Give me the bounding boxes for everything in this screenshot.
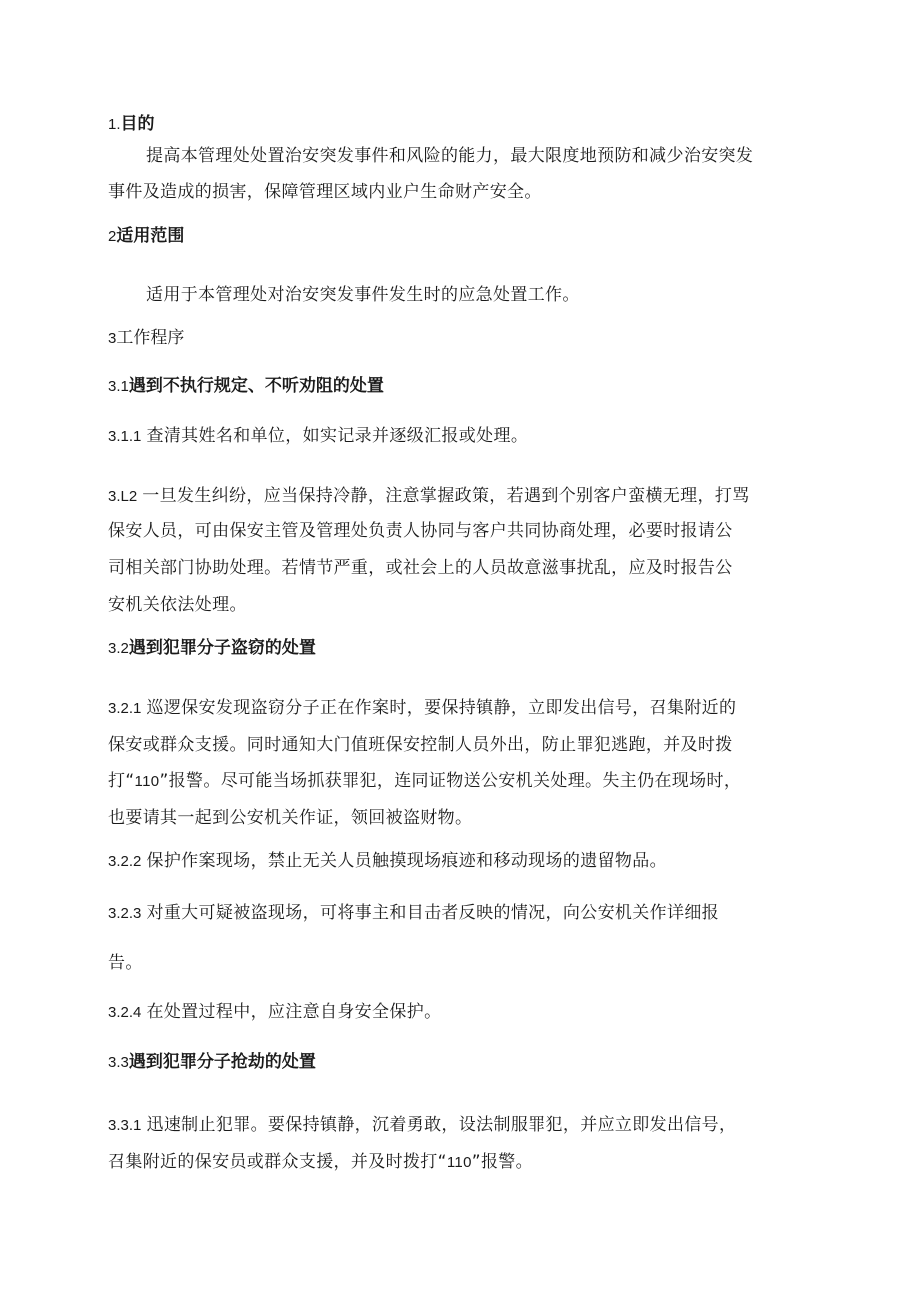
text-segment: ”报警。尽可能当场抓获罪犯，连同证物送公安机关处理。失主仍在现场时，	[159, 771, 742, 791]
clause-3-1-2	[108, 488, 750, 505]
clause-text: 对重大可疑被盗现场，可将事主和目击者反映的情况，向公安机关作详细报	[146, 903, 720, 923]
section-1-heading	[108, 116, 155, 133]
section-3-heading	[108, 330, 184, 347]
section-title: 适用范围	[116, 226, 185, 246]
section-title: 遇到不执行规定、不听劝阻的处置	[128, 376, 384, 396]
paragraph-line: 告。	[108, 953, 143, 973]
clause-text: 一旦发生纠纷，应当保持冷静，注意掌握政策，若遇到个别客户蛮横无理，打骂	[142, 486, 750, 506]
clause-number: 3.2.3	[108, 905, 142, 922]
section-number: 1.	[108, 116, 121, 133]
clause-number: 3.2.2	[108, 853, 142, 870]
section-3-1-heading	[108, 378, 384, 395]
section-title: 工作程序	[116, 328, 185, 348]
clause-3-2-1	[108, 700, 736, 717]
clause-text: 保护作案现场，禁止无关人员触摸现场痕迹和移动现场的遗留物品。	[146, 851, 667, 871]
clause-3-1-1	[108, 428, 528, 445]
paragraph-line: 司相关部门协助处理。若情节严重，或社会上的人员故意滋事扰乱，应及时报告公	[108, 558, 733, 578]
clause-3-2-3	[108, 905, 719, 922]
section-number: 3.1	[108, 378, 129, 395]
clause-number: 3.L2	[108, 488, 138, 505]
section-3-2-heading	[108, 640, 316, 657]
section-title: 遇到犯罪分子盗窃的处置	[128, 638, 316, 658]
phone-number: 110	[134, 773, 160, 790]
section-number: 3	[108, 330, 117, 347]
paragraph-line: 保安人员，可由保安主管及管理处负责人协同与客户共同协商处理，必要时报请公	[108, 521, 733, 541]
clause-number: 3.3.1	[108, 1117, 142, 1134]
paragraph-line: 安机关依法处理。	[108, 595, 247, 615]
section-title: 遇到犯罪分子抢劫的处置	[128, 1052, 316, 1072]
paragraph-line	[108, 1154, 533, 1171]
clause-3-2-4	[108, 1004, 441, 1021]
section-2-heading	[108, 228, 184, 245]
clause-number: 3.2.4	[108, 1004, 142, 1021]
clause-number: 3.2.1	[108, 700, 142, 717]
section-title: 目的	[120, 114, 155, 134]
clause-text: 巡逻保安发现盗窃分子正在作案时，要保持镇静，立即发出信号，召集附近的	[146, 698, 737, 718]
clause-text: 迅速制止犯罪。要保持镇静，沉着勇敢，设法制服罪犯，并应立即发出信号，	[146, 1115, 737, 1135]
paragraph-line: 保安或群众支援。同时通知大门值班保安控制人员外出，防止罪犯逃跑，并及时拨	[108, 735, 733, 755]
text-segment: ”报警。	[471, 1152, 533, 1172]
section-3-3-heading	[108, 1054, 316, 1071]
text-segment: 打“	[108, 771, 135, 791]
clause-text: 查清其姓名和单位，如实记录并逐级汇报或处理。	[146, 426, 529, 446]
paragraph-line	[108, 773, 741, 790]
phone-number: 110	[446, 1154, 472, 1171]
clause-3-2-2	[108, 853, 667, 870]
section-number: 3.2	[108, 640, 129, 657]
clause-text: 在处置过程中，应注意自身安全保护。	[146, 1002, 442, 1022]
paragraph-line: 事件及造成的损害，保障管理区域内业户生命财产安全。	[108, 182, 542, 202]
clause-3-3-1	[108, 1117, 736, 1134]
section-number: 3.3	[108, 1054, 129, 1071]
paragraph-line: 适用于本管理处对治安突发事件发生时的应急处置工作。	[146, 285, 580, 305]
text-segment: 召集附近的保安员或群众支援，并及时拨打“	[108, 1152, 447, 1172]
paragraph-line: 也要请其一起到公安机关作证，领回被盗财物。	[108, 808, 473, 828]
paragraph-line: 提高本管理处处置治安突发事件和风险的能力，最大限度地预防和减少治安突发	[146, 146, 754, 166]
clause-number: 3.1.1	[108, 428, 142, 445]
section-number: 2	[108, 228, 117, 245]
